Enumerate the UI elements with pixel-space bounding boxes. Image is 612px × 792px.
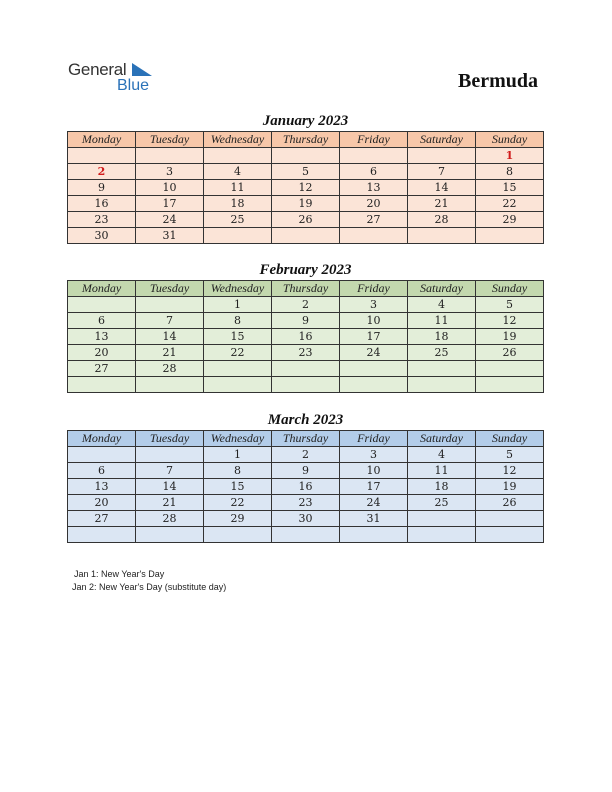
day-cell: 28 bbox=[136, 511, 204, 527]
day-cell bbox=[476, 361, 544, 377]
day-cell: 26 bbox=[476, 345, 544, 361]
calendar-table bbox=[67, 280, 544, 393]
day-cell: 13 bbox=[68, 329, 136, 345]
day-cell bbox=[136, 527, 204, 543]
day-cell: 19 bbox=[476, 329, 544, 345]
day-cell: 11 bbox=[408, 463, 476, 479]
weekday-header: Saturday bbox=[408, 281, 476, 297]
week-row bbox=[68, 361, 544, 377]
weekday-header-row bbox=[68, 132, 544, 148]
day-cell: 26 bbox=[272, 212, 340, 228]
day-cell bbox=[136, 148, 204, 164]
week-row bbox=[68, 511, 544, 527]
week-row bbox=[68, 447, 544, 463]
day-cell: 23 bbox=[272, 495, 340, 511]
weekday-header: Wednesday bbox=[204, 281, 272, 297]
day-cell: 5 bbox=[476, 297, 544, 313]
day-cell: 6 bbox=[340, 164, 408, 180]
month-march bbox=[67, 410, 544, 543]
day-cell bbox=[408, 148, 476, 164]
day-cell bbox=[272, 361, 340, 377]
day-cell: 18 bbox=[408, 479, 476, 495]
day-cell: 15 bbox=[204, 479, 272, 495]
day-cell bbox=[204, 228, 272, 244]
day-cell: 29 bbox=[204, 511, 272, 527]
day-cell: 6 bbox=[68, 463, 136, 479]
weekday-header: Sunday bbox=[476, 281, 544, 297]
week-row bbox=[68, 479, 544, 495]
day-cell bbox=[340, 527, 408, 543]
day-cell: 14 bbox=[408, 180, 476, 196]
weekday-header: Monday bbox=[68, 281, 136, 297]
day-cell bbox=[408, 228, 476, 244]
logo-text-general: General bbox=[68, 60, 127, 79]
day-cell: 9 bbox=[272, 463, 340, 479]
month-february bbox=[67, 260, 544, 393]
week-row bbox=[68, 196, 544, 212]
day-cell: 20 bbox=[68, 345, 136, 361]
day-cell: 21 bbox=[408, 196, 476, 212]
holiday-notes bbox=[74, 568, 226, 594]
weekday-header: Thursday bbox=[272, 132, 340, 148]
day-cell: 27 bbox=[68, 361, 136, 377]
week-row bbox=[68, 180, 544, 196]
day-cell: 17 bbox=[340, 329, 408, 345]
week-row bbox=[68, 377, 544, 393]
day-cell: 25 bbox=[408, 495, 476, 511]
day-cell bbox=[68, 447, 136, 463]
day-cell bbox=[136, 447, 204, 463]
day-cell: 1 bbox=[204, 297, 272, 313]
day-cell bbox=[272, 228, 340, 244]
day-cell: 23 bbox=[68, 212, 136, 228]
logo-text-blue: Blue bbox=[117, 77, 150, 94]
day-cell: 20 bbox=[340, 196, 408, 212]
week-row bbox=[68, 313, 544, 329]
month-title: January 2023 bbox=[262, 113, 349, 129]
general-blue-logo bbox=[68, 60, 168, 96]
day-cell: 24 bbox=[340, 345, 408, 361]
day-cell: 11 bbox=[408, 313, 476, 329]
day-cell: 16 bbox=[272, 329, 340, 345]
day-cell: 7 bbox=[136, 463, 204, 479]
calendar-table bbox=[67, 131, 544, 244]
day-cell: 10 bbox=[340, 463, 408, 479]
weekday-header: Wednesday bbox=[204, 431, 272, 447]
day-cell: 21 bbox=[136, 345, 204, 361]
day-cell: 15 bbox=[204, 329, 272, 345]
day-cell: 10 bbox=[340, 313, 408, 329]
day-cell bbox=[204, 527, 272, 543]
day-cell: 7 bbox=[136, 313, 204, 329]
day-cell bbox=[408, 361, 476, 377]
day-cell: 31 bbox=[136, 228, 204, 244]
day-cell: 19 bbox=[272, 196, 340, 212]
holiday-note: Jan 2: New Year's Day (substitute day) bbox=[72, 582, 227, 592]
day-cell: 4 bbox=[204, 164, 272, 180]
day-cell: 15 bbox=[476, 180, 544, 196]
day-cell bbox=[68, 377, 136, 393]
weekday-header: Sunday bbox=[476, 132, 544, 148]
logo-triangle-icon bbox=[132, 63, 154, 77]
weekday-header-row bbox=[68, 431, 544, 447]
weekday-header: Sunday bbox=[476, 431, 544, 447]
day-cell bbox=[340, 361, 408, 377]
day-cell: 9 bbox=[272, 313, 340, 329]
day-cell bbox=[408, 377, 476, 393]
day-cell: 22 bbox=[476, 196, 544, 212]
day-cell: 7 bbox=[408, 164, 476, 180]
day-cell: 24 bbox=[340, 495, 408, 511]
day-cell: 1 bbox=[204, 447, 272, 463]
country-title: Bermuda bbox=[458, 70, 538, 92]
day-cell: 2 bbox=[68, 164, 136, 180]
day-cell: 1 bbox=[476, 148, 544, 164]
day-cell: 30 bbox=[272, 511, 340, 527]
day-cell bbox=[340, 377, 408, 393]
day-cell: 19 bbox=[476, 479, 544, 495]
day-cell: 26 bbox=[476, 495, 544, 511]
day-cell: 17 bbox=[136, 196, 204, 212]
day-cell: 3 bbox=[340, 297, 408, 313]
week-row bbox=[68, 463, 544, 479]
day-cell: 4 bbox=[408, 297, 476, 313]
weekday-header: Tuesday bbox=[136, 281, 204, 297]
day-cell: 16 bbox=[68, 196, 136, 212]
week-row bbox=[68, 164, 544, 180]
day-cell: 12 bbox=[476, 463, 544, 479]
day-cell: 3 bbox=[136, 164, 204, 180]
day-cell: 18 bbox=[204, 196, 272, 212]
day-cell: 16 bbox=[272, 479, 340, 495]
weekday-header: Thursday bbox=[272, 281, 340, 297]
day-cell: 20 bbox=[68, 495, 136, 511]
day-cell bbox=[340, 148, 408, 164]
day-cell: 25 bbox=[408, 345, 476, 361]
weekday-header: Tuesday bbox=[136, 431, 204, 447]
day-cell: 2 bbox=[272, 447, 340, 463]
month-title: March 2023 bbox=[267, 412, 344, 428]
day-cell: 14 bbox=[136, 329, 204, 345]
day-cell: 28 bbox=[136, 361, 204, 377]
weekday-header: Monday bbox=[68, 431, 136, 447]
day-cell: 8 bbox=[204, 313, 272, 329]
day-cell bbox=[476, 511, 544, 527]
week-row bbox=[68, 527, 544, 543]
month-title: February 2023 bbox=[259, 262, 352, 278]
holiday-note: Jan 1: New Year's Day bbox=[74, 569, 165, 579]
weekday-header: Monday bbox=[68, 132, 136, 148]
week-row bbox=[68, 345, 544, 361]
day-cell: 17 bbox=[340, 479, 408, 495]
day-cell bbox=[272, 148, 340, 164]
week-row bbox=[68, 297, 544, 313]
day-cell bbox=[204, 148, 272, 164]
weekday-header: Friday bbox=[340, 132, 408, 148]
day-cell bbox=[476, 228, 544, 244]
day-cell: 8 bbox=[204, 463, 272, 479]
weekday-header: Saturday bbox=[408, 132, 476, 148]
weekday-header: Saturday bbox=[408, 431, 476, 447]
calendar-table bbox=[67, 430, 544, 543]
weekday-header-row bbox=[68, 281, 544, 297]
day-cell: 14 bbox=[136, 479, 204, 495]
day-cell bbox=[408, 527, 476, 543]
day-cell: 30 bbox=[68, 228, 136, 244]
day-cell: 28 bbox=[408, 212, 476, 228]
day-cell: 9 bbox=[68, 180, 136, 196]
day-cell bbox=[68, 148, 136, 164]
day-cell: 8 bbox=[476, 164, 544, 180]
day-cell: 21 bbox=[136, 495, 204, 511]
day-cell bbox=[476, 377, 544, 393]
day-cell: 27 bbox=[68, 511, 136, 527]
week-row bbox=[68, 329, 544, 345]
day-cell: 5 bbox=[272, 164, 340, 180]
day-cell: 3 bbox=[340, 447, 408, 463]
week-row bbox=[68, 148, 544, 164]
day-cell: 5 bbox=[476, 447, 544, 463]
day-cell: 13 bbox=[340, 180, 408, 196]
day-cell: 6 bbox=[68, 313, 136, 329]
day-cell: 12 bbox=[272, 180, 340, 196]
day-cell: 31 bbox=[340, 511, 408, 527]
weekday-header: Friday bbox=[340, 431, 408, 447]
day-cell bbox=[340, 228, 408, 244]
day-cell: 10 bbox=[136, 180, 204, 196]
weekday-header: Tuesday bbox=[136, 132, 204, 148]
day-cell bbox=[272, 527, 340, 543]
day-cell: 2 bbox=[272, 297, 340, 313]
week-row bbox=[68, 495, 544, 511]
day-cell: 12 bbox=[476, 313, 544, 329]
day-cell: 24 bbox=[136, 212, 204, 228]
weekday-header: Friday bbox=[340, 281, 408, 297]
day-cell: 23 bbox=[272, 345, 340, 361]
day-cell bbox=[476, 527, 544, 543]
day-cell bbox=[408, 511, 476, 527]
day-cell: 29 bbox=[476, 212, 544, 228]
week-row bbox=[68, 228, 544, 244]
day-cell: 22 bbox=[204, 345, 272, 361]
weekday-header: Wednesday bbox=[204, 132, 272, 148]
day-cell bbox=[136, 297, 204, 313]
month-january bbox=[67, 111, 544, 244]
weekday-header: Thursday bbox=[272, 431, 340, 447]
day-cell: 13 bbox=[68, 479, 136, 495]
day-cell bbox=[204, 377, 272, 393]
day-cell bbox=[68, 297, 136, 313]
day-cell: 25 bbox=[204, 212, 272, 228]
week-row bbox=[68, 212, 544, 228]
day-cell bbox=[136, 377, 204, 393]
day-cell: 18 bbox=[408, 329, 476, 345]
day-cell bbox=[204, 361, 272, 377]
day-cell: 11 bbox=[204, 180, 272, 196]
day-cell: 22 bbox=[204, 495, 272, 511]
day-cell: 4 bbox=[408, 447, 476, 463]
day-cell bbox=[272, 377, 340, 393]
day-cell bbox=[68, 527, 136, 543]
day-cell: 27 bbox=[340, 212, 408, 228]
